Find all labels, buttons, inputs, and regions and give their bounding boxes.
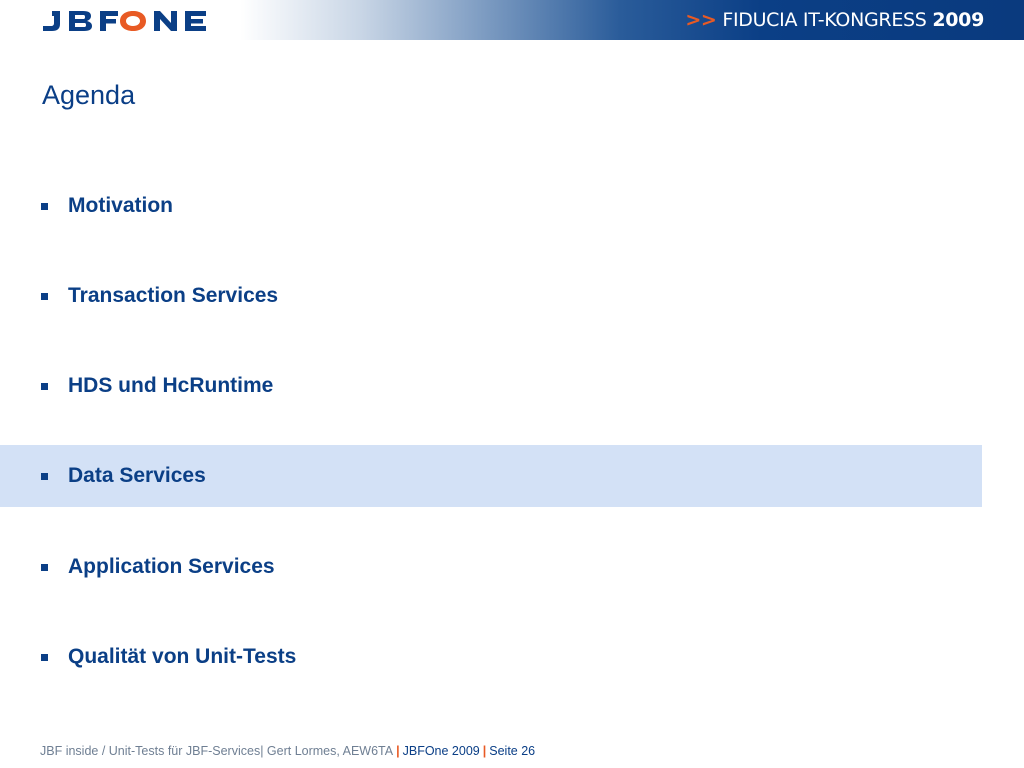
footer-separator: |: [482, 744, 487, 758]
agenda-item-label: HDS und HcRuntime: [68, 374, 274, 397]
agenda-item-qualitaet-von-unit-tests: [0, 626, 982, 688]
bullet-square-icon: [41, 654, 48, 661]
footer: [40, 743, 535, 759]
bullet-square-icon: [41, 473, 48, 480]
agenda-item-transaction-services: [0, 265, 982, 327]
agenda-item-label: Data Services: [68, 464, 206, 487]
agenda-item-label: Qualität von Unit-Tests: [68, 645, 297, 668]
bullet-square-icon: [41, 383, 48, 390]
bullet-square-icon: [41, 203, 48, 210]
agenda-item-application-services: [0, 536, 982, 598]
agenda-item-data-services: [0, 445, 982, 507]
bullet-square-icon: [41, 564, 48, 571]
agenda-item-hds-und-hcruntime: [0, 355, 982, 417]
agenda-item-motivation: [0, 175, 982, 237]
agenda-item-label: Application Services: [68, 555, 275, 578]
footer-event: JBFOne 2009: [402, 744, 480, 758]
conference-title: [685, 7, 984, 33]
jbfone-logo: [40, 7, 210, 33]
conference-year: 2009: [932, 9, 984, 31]
agenda-item-label: Transaction Services: [68, 284, 279, 307]
footer-description: JBF inside / Unit-Tests für JBF-Services| Gert Lormes, AEW6TA: [40, 744, 394, 758]
agenda-item-label: Motivation: [68, 194, 173, 217]
footer-separator: |: [396, 744, 400, 758]
header-bar: [0, 0, 1024, 40]
conference-name: FIDUCIA IT-KONGRESS: [722, 9, 927, 31]
conference-arrows: >>: [685, 9, 717, 31]
footer-page-number: Seite 26: [489, 744, 536, 758]
bullet-square-icon: [41, 293, 48, 300]
page-title: Agenda: [42, 80, 136, 110]
